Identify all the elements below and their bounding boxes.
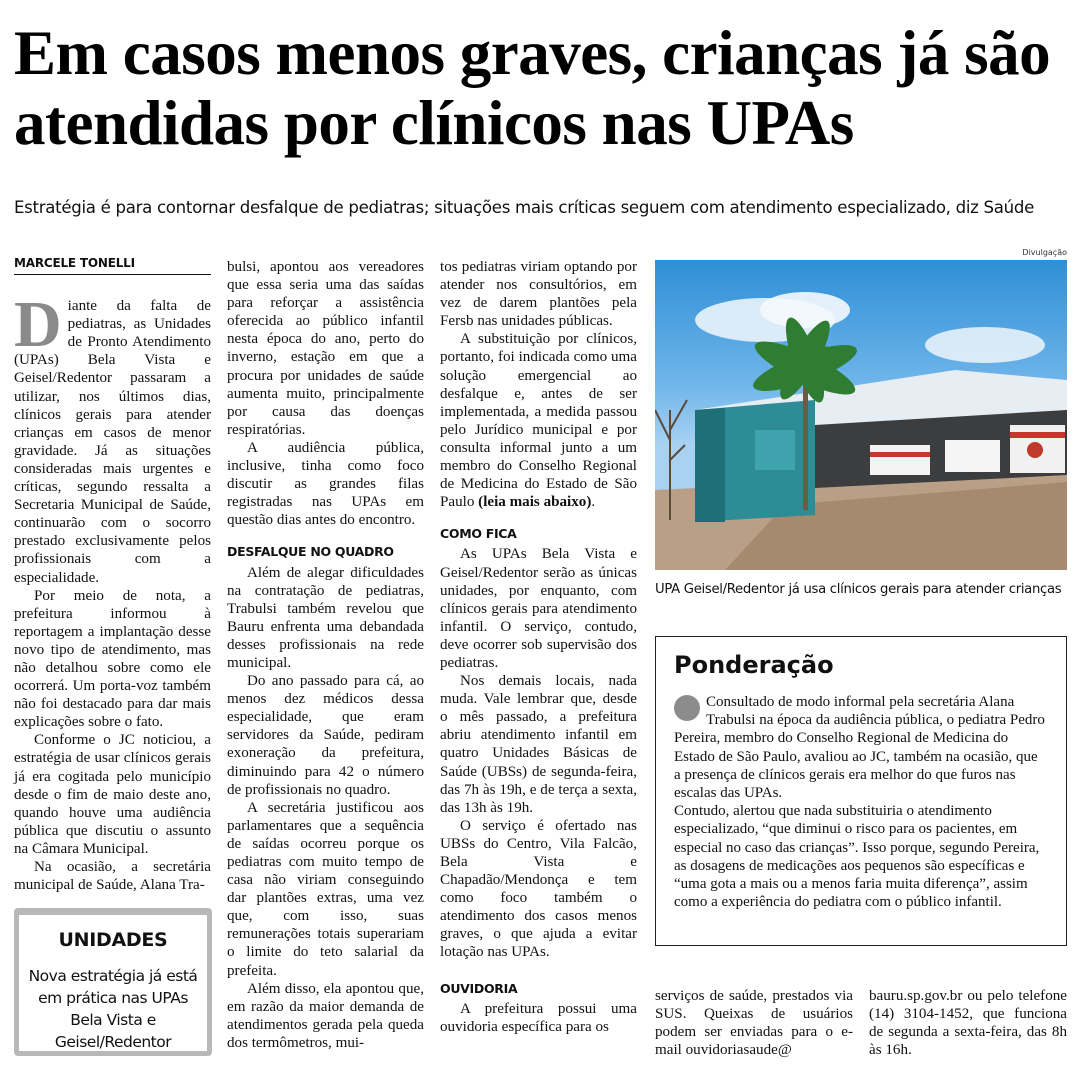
ponderacao-title: Ponderação <box>674 651 834 679</box>
drop-cap: D <box>14 288 62 362</box>
upa-building-illustration <box>655 260 1067 570</box>
article-paragraph: A substituição por clínicos, portanto, foi indicada como uma solução emergencial ao desfalque e, antes de ser implementada, a medida passou pelo Jurídico municipal e por consulta informal junto a um membro do Conselho Regional de Medicina do Estado de São Paulo (leia mais abaixo). <box>440 331 637 511</box>
article-column-3 <box>440 258 637 1036</box>
headline: Em casos menos graves, crianças já são atendidas por clínicos nas UPAs <box>14 18 1051 158</box>
bullet-icon <box>674 695 700 721</box>
article-paragraph: Além disso, ela apontou que, em razão da maior demanda de atendimentos gerada pela queda dos termômetros, mui- <box>227 980 424 1051</box>
article-paragraph: bulsi, apontou aos vereadores que essa seria uma das saídas para reforçar a assistência oferecida ao público infantil nesta época do ano, perto do inverno, estação em que a procura por unidades de saúde aumenta muito, principalmente por causa das doenças respiratórias. <box>227 259 424 438</box>
ponderacao-paragraph: Consultado de modo informal pela secretária Alana Trabulsi na época da audiência pública, o pediatra Pedro Pereira, membro do Conselho Regional de Medicina do Estado de São Paulo, avaliou ao JC, também na ocasião, que a presença de clínicos gerais era melhor do que furos nas escalas das UPAs. <box>674 694 1045 802</box>
article-paragraph: Por meio de nota, a prefeitura informou à reportagem a implantação desse novo tipo de atendimento, mas não detalhou sobre como ele ocorrerá. Um porta-voz também não foi destacado para dar mais explicações sobre o fato. <box>14 587 211 731</box>
article-paragraph: Nos demais locais, nada muda. Vale lembrar que, desde o mês passado, a prefeitura abriu atendimento infantil em quatro Unidades Básicas de Saúde (UBSs) de segunda-feira, das 7h às 19h, e de terça a sexta, das 13h às 19h. <box>440 673 637 816</box>
section-subtitle: COMO FICA <box>440 526 517 542</box>
article-column-4b <box>869 987 1067 1059</box>
article-paragraph: O serviço é ofertado nas UBSs do Centro, Vila Falcão, Bela Vista e Chapadão/Mendonça e tem como foco também o atendimento dos casos menos graves, o que ajuda a evitar lotação nas UPAs. <box>440 817 637 961</box>
article-paragraph: As UPAs Bela Vista e Geisel/Redentor serão as únicas unidades, por enquanto, com clínicos gerais para atendimento infantil. O serviço, contudo, deve ocorrer sob supervisão dos pediatras. <box>440 546 637 671</box>
article-paragraph: A audiência pública, inclusive, tinha como foco discutir as grandes filas registradas nas UPAs em questão dias antes do encontro. <box>227 439 424 529</box>
article-paragraph: Do ano passado para cá, ao menos dez médicos dessa especialidade, que eram servidores da Saúde, pediram exoneração da prefeitura, diminuindo para 42 o número de profissionais no quadro. <box>227 673 424 798</box>
article-paragraph: Diante da falta de pediatras, as Unidades de Pronto Atendimento (UPAs) Bela Vista e Geisel/Redentor passaram a utilizar, nos últimos dias, clínicos gerais para atender crianças em casos de menor gravidade. Já as situações consideradas mais urgentes e críticas, segundo ressalta a Secretaria Municipal de Saúde, continuarão com o socorro prestado exclusivamente pelos profissionais com a especialidade. <box>14 288 211 586</box>
article-paragraph: serviços de saúde, prestados via SUS. Queixas de usuários podem ser enviadas para o e-mail ouvidoriasaude@ <box>655 988 853 1059</box>
article-paragraph: A secretária justificou aos parlamentares que a sequência de saídas ocorreu porque os pediatras com muito tempo de casa não viriam conseguindo dar plantões extras, uma vez que, com isso, suas remunerações totais superariam o limite do teto salarial da prefeita. <box>227 799 424 979</box>
article-paragraph: bauru.sp.gov.br ou pelo telefone (14) 3104-1452, que funciona de segunda a sexta-feira, das 8h às 16h. <box>869 988 1067 1059</box>
unidades-text: Nova estratégia já está em prática nas UPAs Bela Vista e Geisel/Redentor <box>28 967 198 1051</box>
read-more-note: (leia mais abaixo) <box>478 494 592 511</box>
subheadline: Estratégia é para contornar desfalque de pediatras; situações mais críticas seguem com atendimento especializado, diz Saúde <box>14 198 1035 217</box>
article-column-4a <box>655 987 853 1059</box>
section-subtitle: OUVIDORIA <box>440 980 518 996</box>
article-paragraph: A prefeitura possui uma ouvidoria específica para os <box>440 1000 637 1035</box>
article-paragraph: Conforme o JC noticiou, a estratégia de usar clínicos gerais já era cogitada pelo município desde o fim de maio deste ano, quando houve uma audiência pública que discutiu o assunto na Câmara Municipal. <box>14 732 211 857</box>
ponderacao-paragraph: Contudo, alertou que nada substituiria o atendimento especializado, “que diminui o risco para os pacientes, em especial no caso das crianças”. Isso porque, segundo Pereira, as dosagens de medicações aos pequenos são específicas e “uma gota a mais ou a menos faria muita diferença”, assim como a experiência do pediatra com o público infantil. <box>674 803 1040 911</box>
unidades-title: UNIDADES <box>58 929 168 951</box>
article-paragraph: Além de alegar dificuldades na contratação de pediatras, Trabulsi também revelou que Bauru enfrenta uma debandada desses profissionais na rede municipal. <box>227 564 424 671</box>
ponderacao-body <box>674 693 1046 911</box>
photo-credit: Divulgação <box>1022 248 1067 257</box>
byline: MARCELE TONELLI <box>14 254 211 275</box>
unidades-box <box>14 908 212 1056</box>
upa-building-photo <box>655 260 1067 570</box>
photo-caption: UPA Geisel/Redentor já usa clínicos gerais para atender crianças <box>655 582 1062 597</box>
article-paragraph: tos pediatras viriam optando por atender nos consultórios, em vez de darem plantões pela Fersb nas unidades públicas. <box>440 259 637 330</box>
ponderacao-box <box>655 636 1067 946</box>
article-column-1 <box>14 254 211 894</box>
article-paragraph: Na ocasião, a secretária municipal de Saúde, Alana Tra- <box>14 859 211 894</box>
section-subtitle: DESFALQUE NO QUADRO <box>227 544 394 560</box>
article-column-2 <box>227 258 424 1052</box>
